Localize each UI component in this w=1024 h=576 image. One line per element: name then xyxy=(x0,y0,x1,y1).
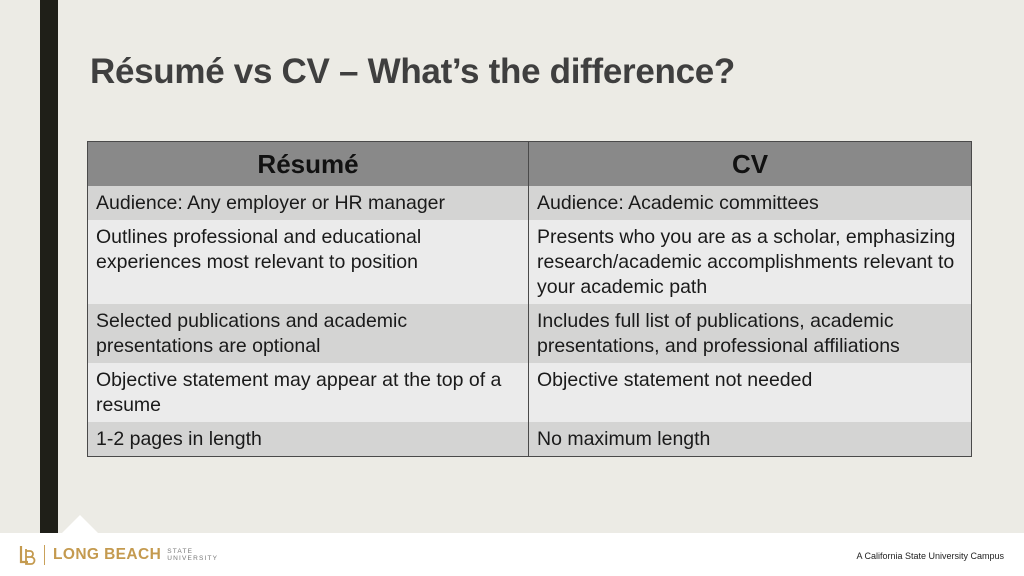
cv-cell: No maximum length xyxy=(529,422,972,457)
resume-cell: Outlines professional and educational experiences most relevant to position xyxy=(88,220,529,304)
cv-cell: Includes full list of publications, academic presentations, and professional affiliations xyxy=(529,304,972,363)
table-row xyxy=(88,422,972,457)
lb-monogram-icon xyxy=(18,544,38,566)
header-cv: CV xyxy=(529,142,972,187)
footer-notch xyxy=(62,515,98,533)
table-row xyxy=(88,186,972,220)
logo-sub-university: UNIVERSITY xyxy=(167,555,219,562)
table-row xyxy=(88,220,972,304)
table-row xyxy=(88,363,972,422)
campus-tagline: A California State University Campus xyxy=(856,551,1004,561)
resume-cell: Audience: Any employer or HR manager xyxy=(88,186,529,220)
slide-title: Résumé vs CV – What’s the difference? xyxy=(90,52,736,91)
logo-subtext xyxy=(167,548,218,563)
table-row xyxy=(88,304,972,363)
resume-cell: 1-2 pages in length xyxy=(88,422,529,457)
resume-cell: Selected publications and academic presentations are optional xyxy=(88,304,529,363)
resume-cell: Objective statement may appear at the top of a resume xyxy=(88,363,529,422)
cv-cell: Objective statement not needed xyxy=(529,363,972,422)
logo-divider xyxy=(44,545,45,565)
cv-cell: Audience: Academic committees xyxy=(529,186,972,220)
header-resume: Résumé xyxy=(88,142,529,187)
side-accent-bar xyxy=(40,0,58,533)
table-header-row xyxy=(88,142,972,187)
cv-cell: Presents who you are as a scholar, emphasizing research/academic accomplishments relevant to your academic path xyxy=(529,220,972,304)
logo-sub-state: STATE xyxy=(167,547,194,555)
university-logo xyxy=(18,544,218,566)
comparison-table xyxy=(87,141,972,457)
logo-wordmark: LONG BEACH xyxy=(53,546,162,563)
